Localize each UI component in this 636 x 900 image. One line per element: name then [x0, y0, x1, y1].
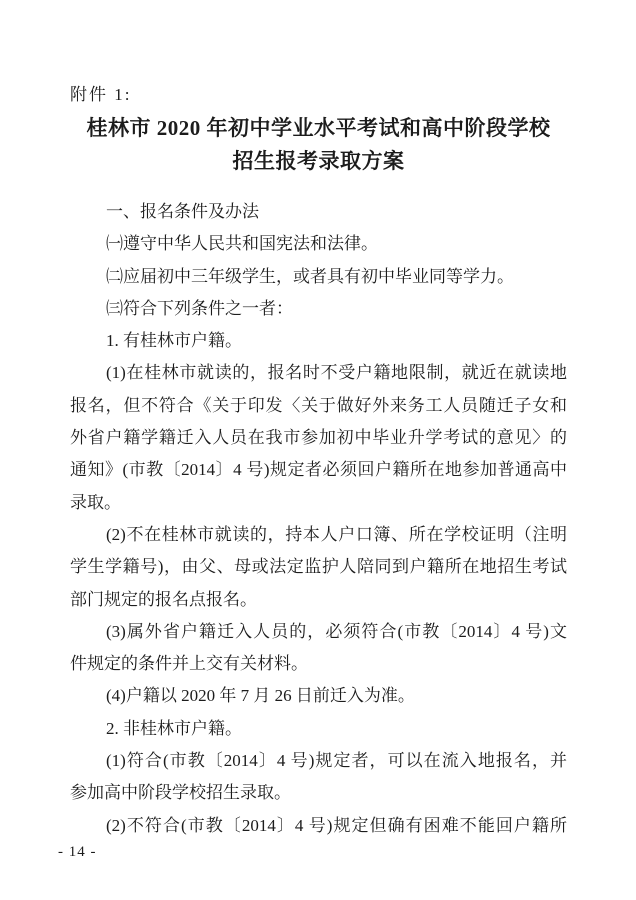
attachment-label: 附件 1:	[70, 85, 132, 104]
text-line: 录取。	[70, 492, 121, 512]
text-line: (1)符合(市教〔2014〕4 号)规定者，可以在流入地报名，并	[106, 751, 567, 771]
text-line: 参加高中阶段学校招生录取。	[70, 783, 291, 803]
text-line: 2. 非桂林市户籍。	[106, 718, 242, 738]
text-line: (2)不符合(市教〔2014〕4 号)规定但确有困难不能回户籍所	[106, 815, 567, 835]
text-line: ㈠遵守中华人民共和国宪法和法律。	[106, 234, 378, 254]
page-number: - 14 -	[58, 844, 97, 860]
text-line: ㈢符合下列条件之一者：	[106, 298, 293, 318]
text-line: 报名，但不符合《关于印发〈关于做好外来务工人员随迁子女和	[70, 395, 567, 415]
text-line: 1. 有桂林市户籍。	[106, 331, 242, 351]
text-line: 件规定的条件并上交有关材料。	[70, 654, 308, 674]
text-line: (3)属外省户籍迁入人员的，必须符合(市教〔2014〕4 号)文	[106, 621, 567, 641]
text-line: (4)户籍以 2020 年 7 月 26 日前迁入为准。	[106, 686, 415, 706]
section-heading: 一、报名条件及办法	[106, 202, 259, 221]
page-title-line-1: 桂林市 2020 年初中学业水平考试和高中阶段学校	[86, 116, 551, 140]
text-line: ㈡应届初中三年级学生，或者具有初中毕业同等学力。	[106, 266, 514, 286]
text-line: 通知》(市教〔2014〕4 号)规定者必须回户籍所在地参加普通高中	[70, 460, 567, 480]
text-line: 学生学籍号)，由父、母或法定监护人陪同到户籍所在地招生考试	[70, 557, 567, 577]
text-line: (1)在桂林市就读的，报名时不受户籍地限制，就近在就读地	[106, 363, 567, 383]
text-line: 外省户籍学籍迁入人员在我市参加初中毕业升学考试的意见〉的	[70, 428, 567, 448]
text-line: 部门规定的报名点报名。	[70, 589, 257, 609]
page-title	[70, 112, 567, 178]
document-body	[70, 196, 567, 842]
text-line: (2)不在桂林市就读的，持本人户口簿、所在学校证明（注明	[106, 524, 567, 544]
page-title-line-2: 招生报考录取方案	[232, 149, 405, 173]
